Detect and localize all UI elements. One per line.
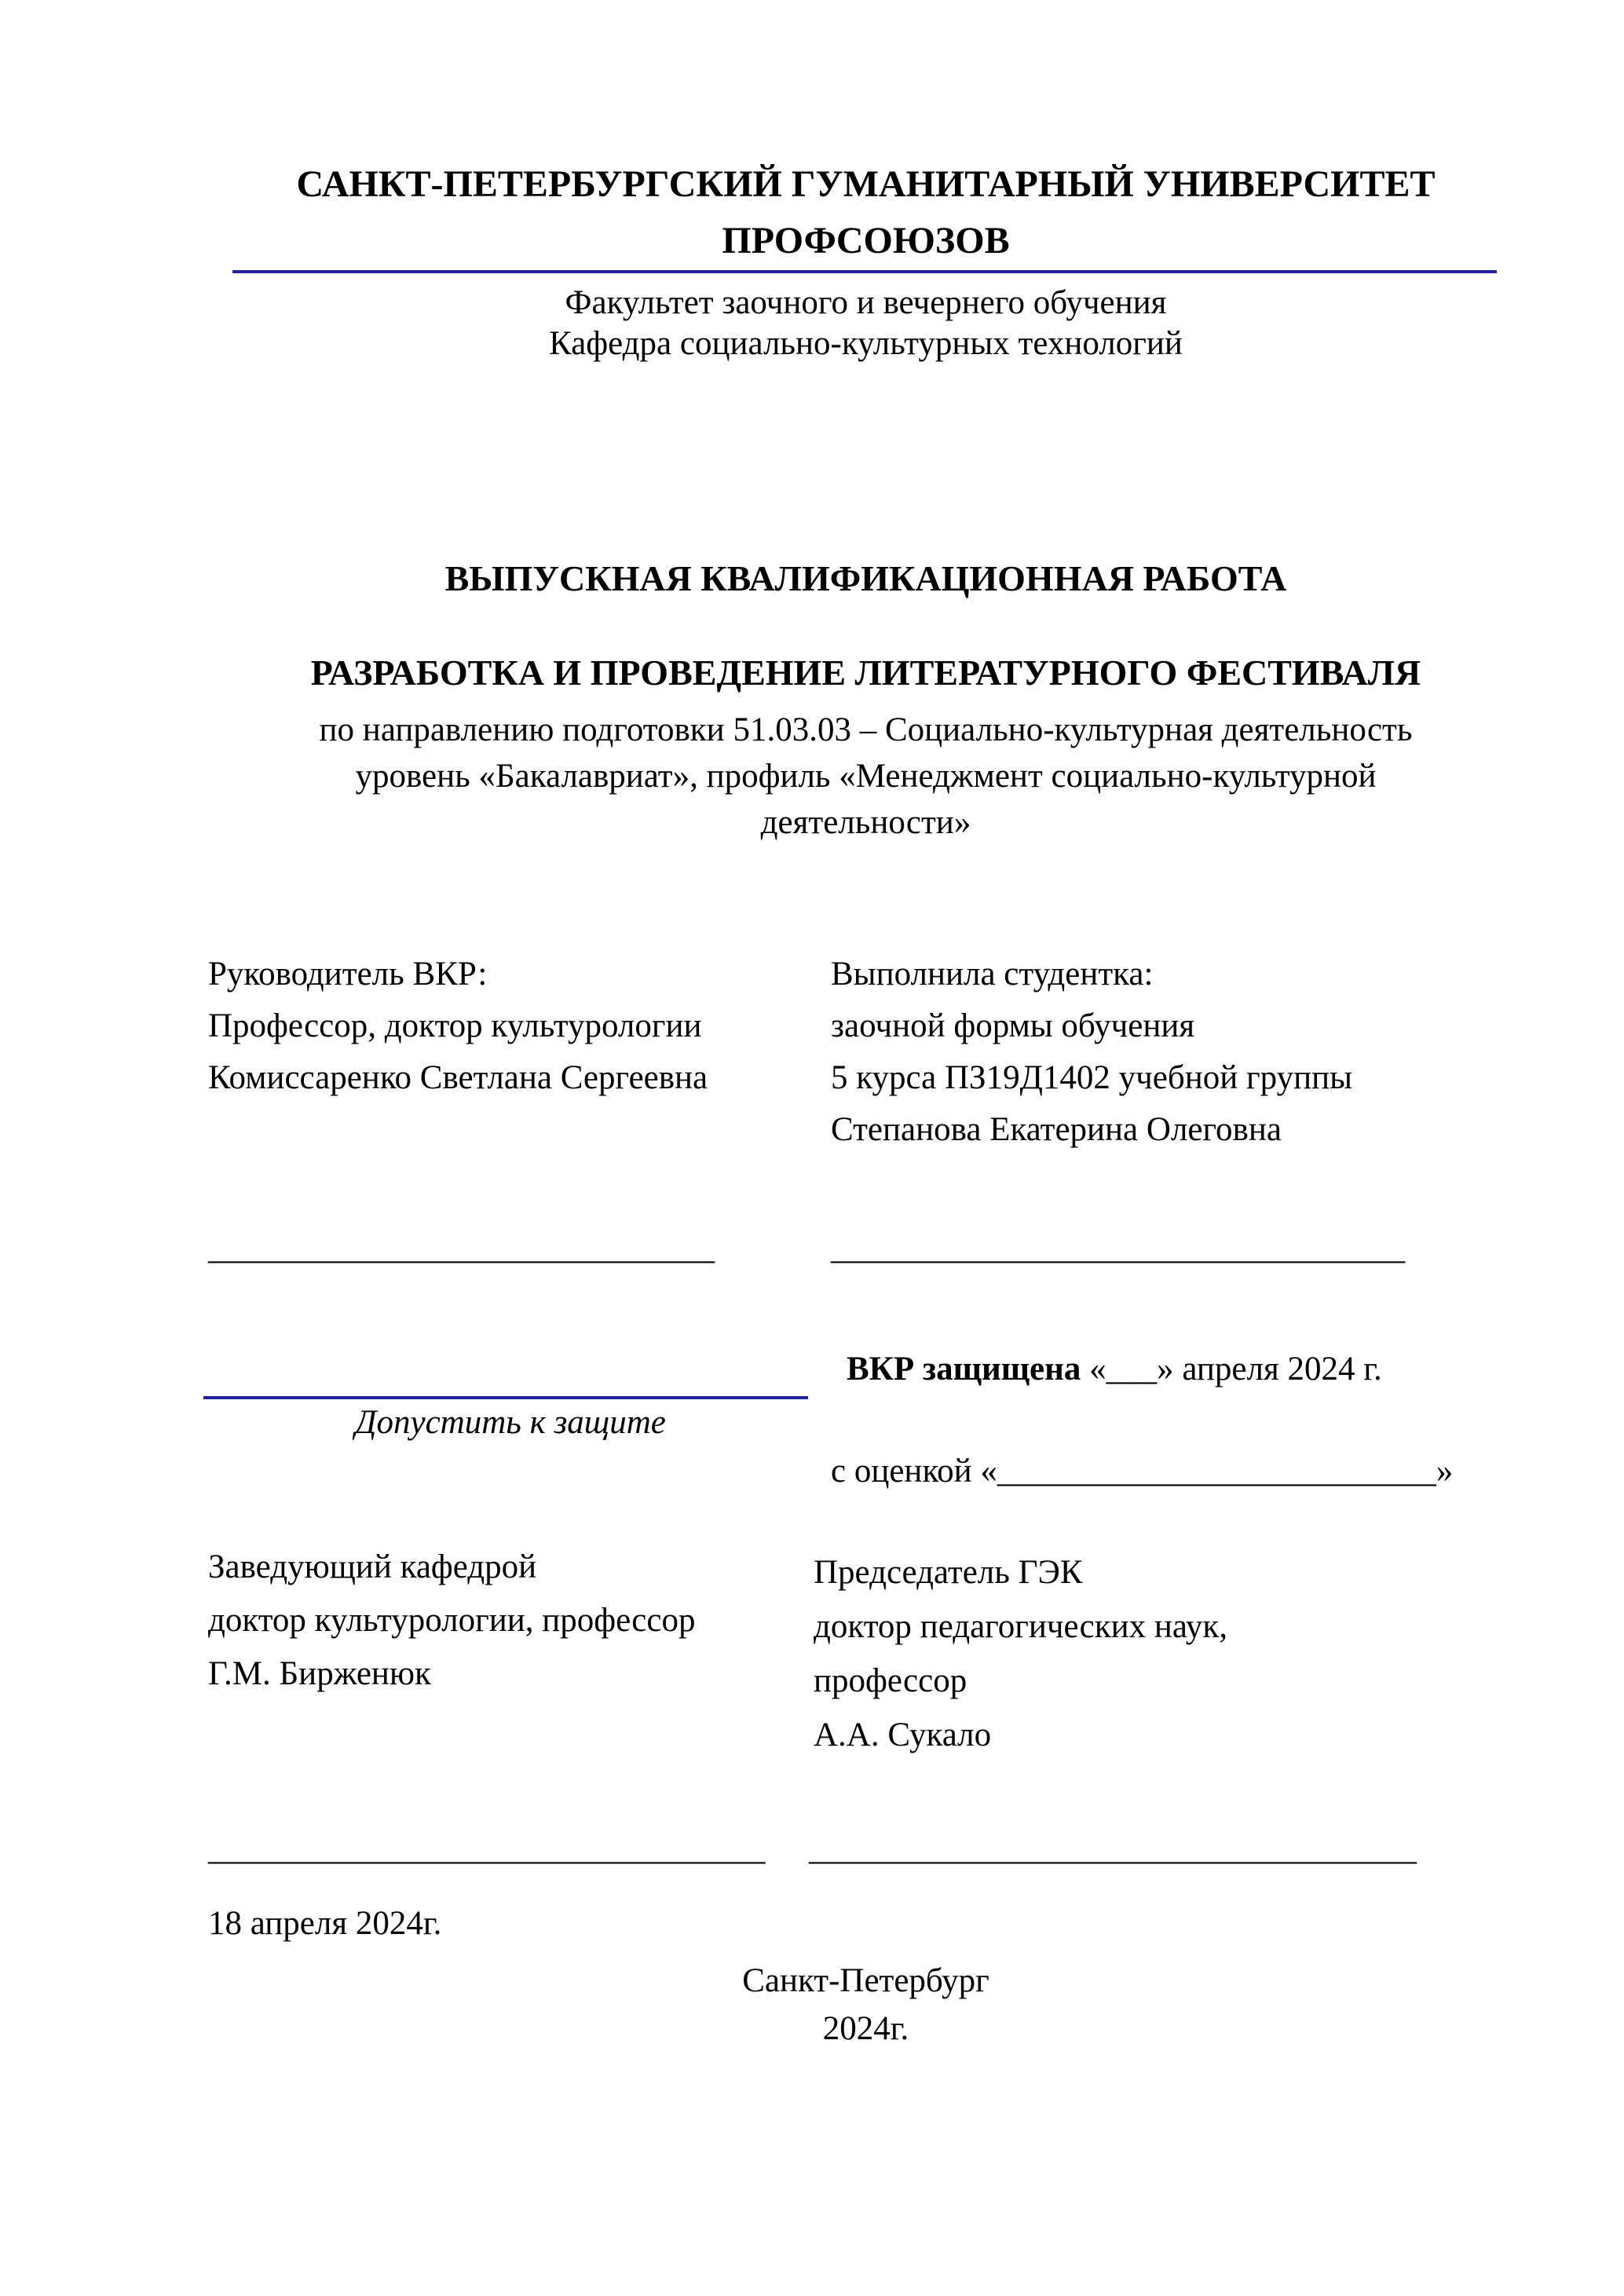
student-study-form: заочной формы обучения [831,1007,1195,1044]
university-name-line1: САНКТ-ПЕТЕРБУРГСКИЙ ГУМАНИТАРНЫЙ УНИВЕРСИТЕТ [296,163,1436,205]
defense-status-line [847,1346,1553,1393]
supervisor-signature-line: ______________________________ [208,1230,715,1267]
committee-chair-degree: доктор педагогических наук, [814,1608,1227,1645]
supervisor-degree: Профессор, доктор культурологии [208,1007,702,1044]
student-group: 5 курса ПЗ19Д1402 учебной группы [831,1059,1353,1096]
program-line-2: уровень «Бакалавриат», профиль «Менеджмент социально-культурной [355,758,1377,795]
university-name [208,156,1523,269]
defense-status-label: ВКР защищена [847,1351,1081,1387]
supervisor-block [208,949,821,1104]
admission-caption: Допустить к защите [355,1404,666,1441]
university-name-line2: ПРОФСОЮЗОВ [722,220,1010,261]
committee-chair-block [814,1545,1489,1762]
department-head-name: Г.М. Бирженюк [208,1655,431,1692]
supervisor-name: Комиссаренко Светлана Сергеевна [208,1059,708,1096]
footer [208,1957,1523,2053]
footer-year: 2024г. [822,2010,909,2047]
department-head-block [208,1541,821,1701]
program-description [208,707,1523,846]
student-block [831,949,1490,1156]
supervisor-label: Руководитель ВКР: [208,956,488,993]
student-label: Выполнила студентка: [831,956,1154,993]
student-signature-line: __________________________________ [831,1230,1405,1267]
work-type-title: ВЫПУСКНАЯ КВАЛИФИКАЦИОННАЯ РАБОТА [444,558,1287,598]
program-line-1: по направлению подготовки 51.03.03 – Социально-культурная деятельность [319,711,1413,748]
student-name: Степанова Екатерина Олеговна [831,1111,1282,1148]
thesis-title: РАЗРАБОТКА И ПРОВЕДЕНИЕ ЛИТЕРАТУРНОГО ФЕСТИВАЛЯ [310,653,1421,693]
header-sublines [208,283,1523,364]
admission-date: 18 апреля 2024г. [208,1905,442,1942]
department-head-degree: доктор культурологии, профессор [208,1602,696,1639]
footer-city: Санкт-Петербург [742,1962,989,1999]
committee-chair-rank: профессор [814,1662,967,1699]
department-head-title: Заведующий кафедрой [208,1548,537,1585]
department-head-signature-line: _________________________________ [208,1830,766,1867]
faculty-line: Факультет заочного и вечернего обучения [565,284,1167,321]
committee-chair-name: А.А. Сукало [814,1717,992,1753]
committee-chair-signature-line: ____________________________________ [809,1830,1417,1867]
defense-status-date: «___» апреля 2024 г. [1081,1351,1382,1387]
header-divider [232,270,1497,273]
department-line: Кафедра социально-культурных технологий [549,325,1183,362]
grade-line: с оценкой «__________________________» [831,1453,1454,1490]
committee-chair-title: Председатель ГЭК [814,1554,1083,1591]
program-line-3: деятельности» [760,804,971,841]
